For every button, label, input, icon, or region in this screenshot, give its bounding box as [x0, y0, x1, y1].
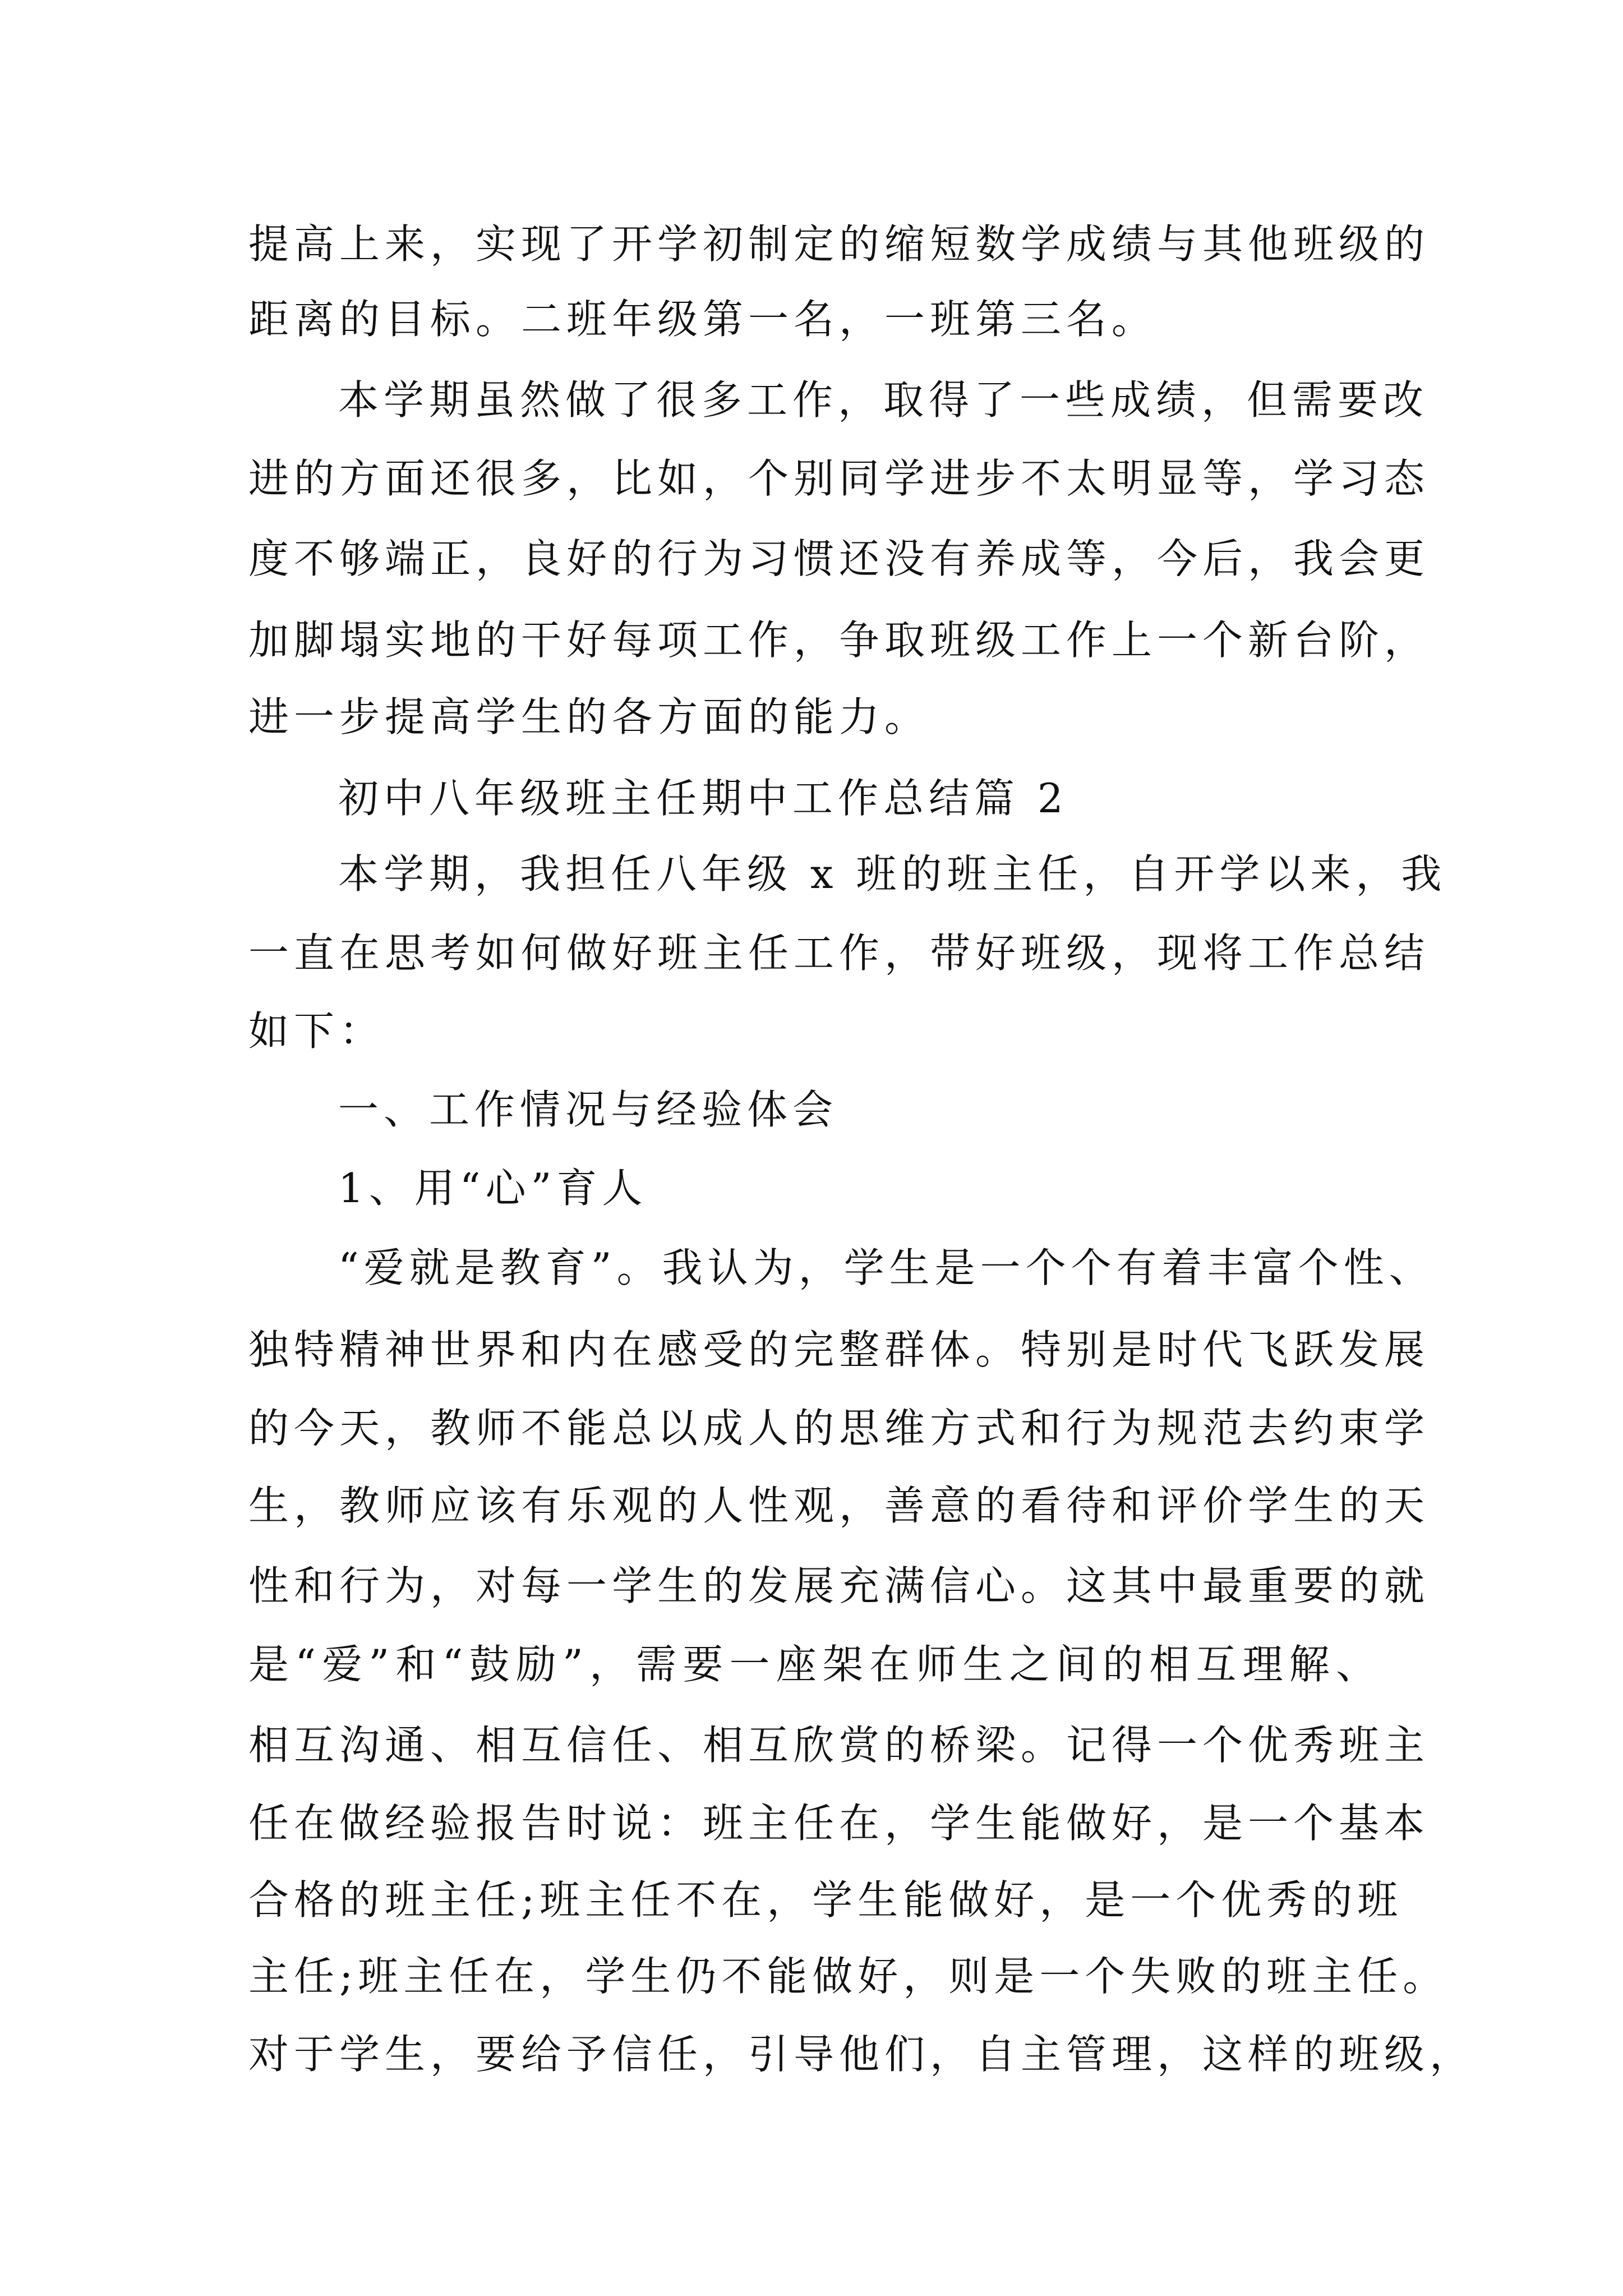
text-line: 是“爱”和“鼓励”，需要一座架在师生之间的相互理解、 — [248, 1641, 1381, 1688]
text-line: 合格的班主任;班主任不在，学生能做好，是一个优秀的班 — [248, 1876, 1403, 1924]
text-line: 一直在思考如何做好班主任工作，带好班级，现将工作总结 — [248, 930, 1430, 977]
text-line: 进一步提高学生的各方面的能力。 — [248, 693, 930, 740]
section-heading: 初中八年级班主任期中工作总结篇 2 — [338, 775, 1068, 822]
text-line: 性和行为，对每一学生的发展充满信心。这其中最重要的就 — [248, 1562, 1430, 1609]
text-line: 本学期虽然做了很多工作，取得了一些成绩，但需要改 — [338, 376, 1429, 424]
text-line: 加脚塌实地的干好每项工作，争取班级工作上一个新台阶， — [248, 616, 1430, 664]
text-line: 进的方面还很多，比如，个别同学进步不太明显等，学习态 — [248, 455, 1430, 502]
text-line: 的今天，教师不能总以成人的思维方式和行为规范去约束学 — [248, 1405, 1430, 1452]
text-line: 主任;班主任在，学生仍不能做好，则是一个失败的班主任。 — [248, 1953, 1449, 2000]
text-line: 度不够端正，良好的行为习惯还没有养成等，今后，我会更 — [248, 535, 1430, 582]
text-line: 任在做经验报告时说：班主任在，学生能做好，是一个基本 — [248, 1800, 1430, 1847]
text-line: 如下： — [248, 1007, 385, 1055]
text-line: 本学期，我担任八年级 x 班的班主任，自开学以来，我 — [338, 850, 1447, 898]
subsection-heading: 一、工作情况与经验体会 — [338, 1086, 838, 1133]
text-line: 提高上来，实现了开学初制定的缩短数学成绩与其他班级的 — [248, 220, 1430, 268]
text-line: 相互沟通、相互信任、相互欣赏的桥梁。记得一个优秀班主 — [248, 1722, 1430, 1769]
text-line: “爱就是教育”。我认为，学生是一个个有着丰富个性、 — [338, 1244, 1435, 1291]
text-line: 对于学生，要给予信任，引导他们，自主管理，这样的班级， — [248, 2031, 1476, 2078]
subsection-heading: 1、用“心”育人 — [338, 1165, 648, 1212]
text-line: 距离的目标。二班年级第一名，一班第三名。 — [248, 296, 1158, 343]
text-line: 生，教师应该有乐观的人性观，善意的看待和评价学生的天 — [248, 1482, 1430, 1529]
text-line: 独特精神世界和内在感受的完整群体。特别是时代飞跃发展 — [248, 1326, 1430, 1373]
